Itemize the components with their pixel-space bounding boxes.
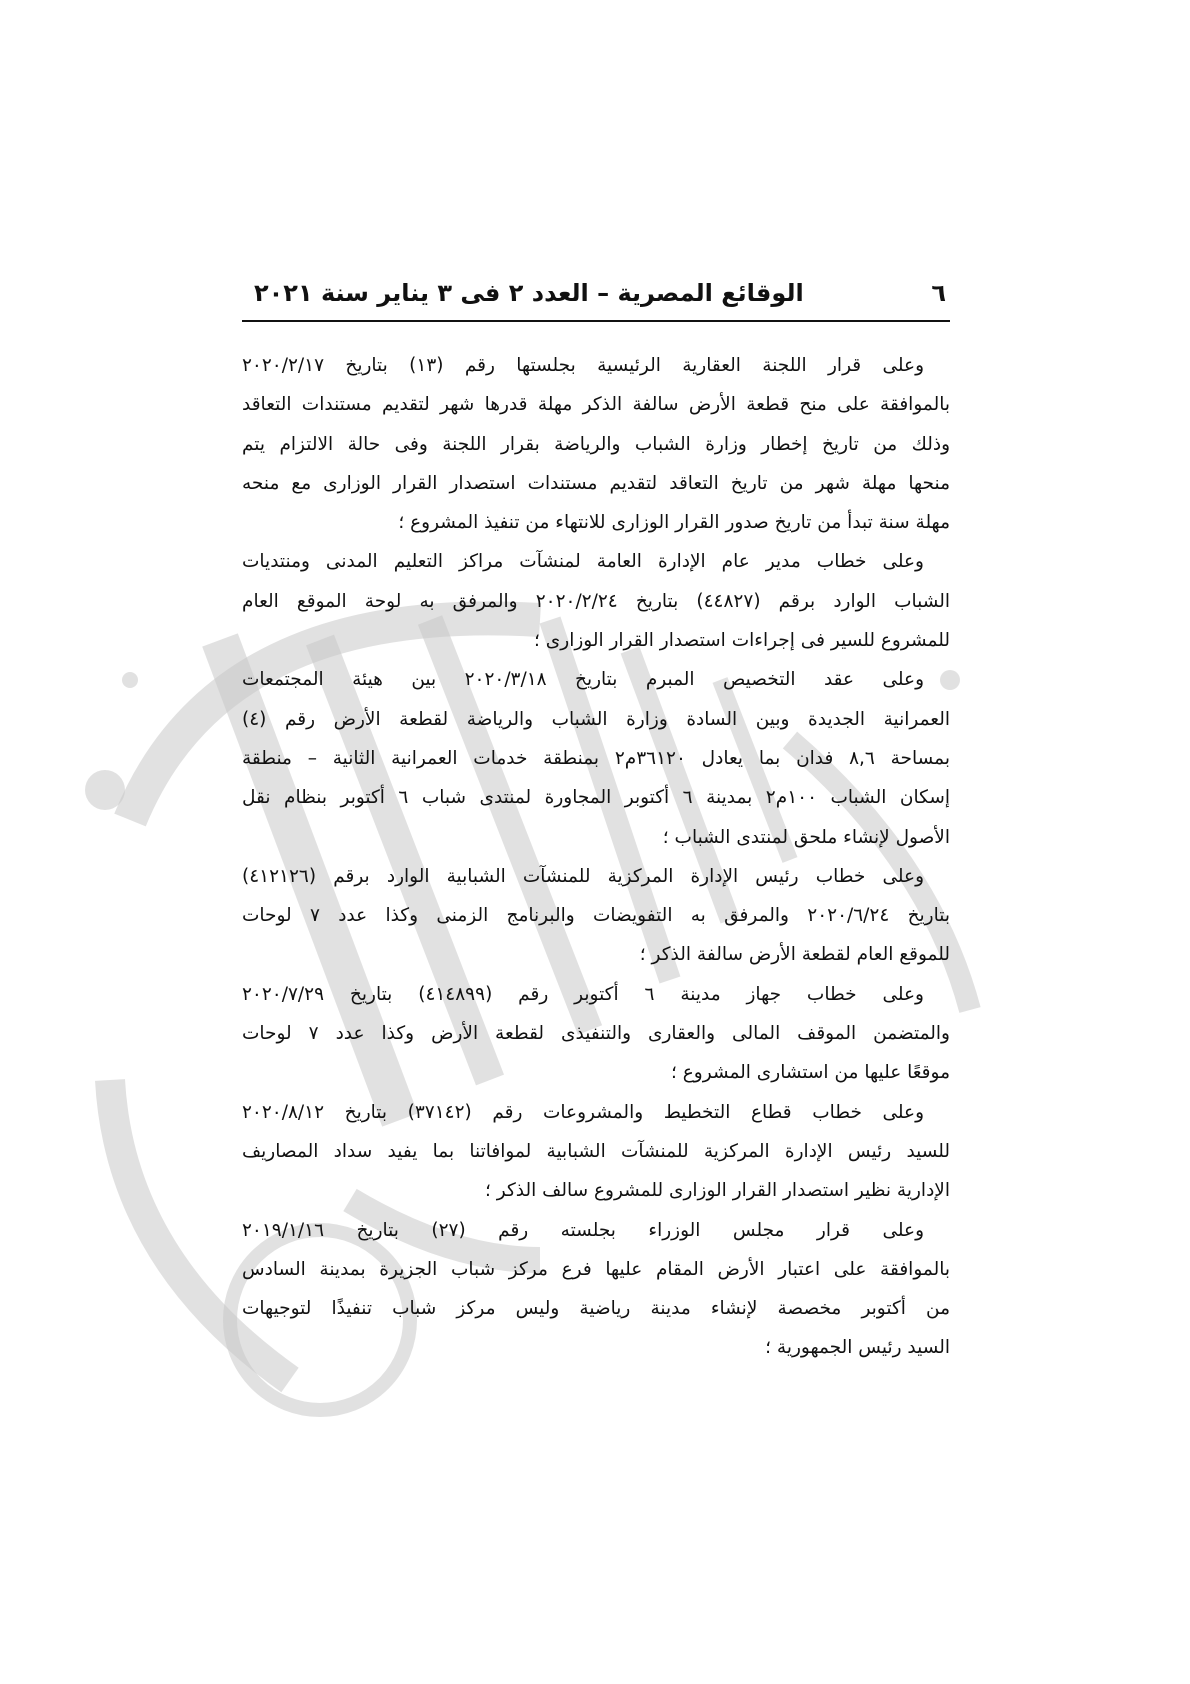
text-line: العمرانية الجديدة وبين السادة وزارة الشباب والرياضة لقطعة الأرض رقم (٤) <box>242 708 950 730</box>
paragraph-1 <box>242 346 950 542</box>
paragraph-6 <box>242 1093 950 1211</box>
text-line: وعلى خطاب مدير عام الإدارة العامة لمنشآت مراكز التعليم المدنى ومنتديات <box>242 551 924 573</box>
text-line: بمساحة ٨,٦ فدان بما يعادل ٣٦١٢٠م٢ بمنطقة خدمات العمرانية الثانية – منطقة <box>242 747 950 769</box>
text-line: وعلى قرار مجلس الوزراء بجلسته رقم (٢٧) بتاريخ ٢٠١٩/١/١٦ <box>242 1219 924 1241</box>
running-title: الوقائع المصرية – العدد ٢ فى ٣ يناير سنة ٢٠٢١ <box>254 279 804 307</box>
text-line: الأصول لإنشاء ملحق لمنتدى الشباب ؛ <box>662 826 950 848</box>
text-line: موقعًا عليها من استشارى المشروع ؛ <box>671 1062 950 1084</box>
text-line: بالموافقة على منح قطعة الأرض سالفة الذكر مهلة قدرها شهر لتقديم مستندات التعاقد <box>242 394 950 416</box>
text-line: الإدارية نظير استصدار القرار الوزارى للمشروع سالف الذكر ؛ <box>485 1180 950 1202</box>
text-line: وعلى قرار اللجنة العقارية الرئيسية بجلستها رقم (١٣) بتاريخ ٢٠٢٠/٢/١٧ <box>242 355 925 376</box>
text-line: وعلى خطاب قطاع التخطيط والمشروعات رقم (٣٧١٤٢) بتاريخ ٢٠٢٠/٨/١٢ <box>242 1101 924 1123</box>
text-line: الشباب الوارد برقم (٤٤٨٢٧) بتاريخ ٢٠٢٠/٢/٢٤ والمرفق به لوحة الموقع العام <box>242 590 950 612</box>
header-rule <box>242 320 950 322</box>
page-header <box>242 270 950 316</box>
paragraph-2 <box>242 542 950 660</box>
text-line: إسكان الشباب ١٠٠م٢ بمدينة ٦ أكتوبر المجاورة لمنتدى شباب ٦ أكتوبر بنظام نقل <box>242 787 950 809</box>
page-number: ٦ <box>931 279 946 307</box>
paragraph-4 <box>242 857 950 975</box>
text-line: بتاريخ ٢٠٢٠/٦/٢٤ والمرفق به التفويضات والبرنامج الزمنى وكذا عدد ٧ لوحات <box>242 905 950 927</box>
text-line: للموقع العام لقطعة الأرض سالفة الذكر ؛ <box>639 944 950 966</box>
text-line: منحها مهلة شهر من تاريخ التعاقد لتقديم مستندات استصدار القرار الوزارى مع منحه <box>242 472 950 494</box>
text-line: وذلك من تاريخ إخطار وزارة الشباب والرياضة بقرار اللجنة وفى حالة الالتزام يتم <box>242 433 950 455</box>
text-line: مهلة سنة تبدأ من تاريخ صدور القرار الوزارى للانتهاء من تنفيذ المشروع ؛ <box>398 512 950 534</box>
paragraph-5 <box>242 975 950 1093</box>
text-line: والمتضمن الموقف المالى والعقارى والتنفيذى لقطعة الأرض وكذا عدد ٧ لوحات <box>242 1023 950 1045</box>
text-line: وعلى عقد التخصيص المبرم بتاريخ ٢٠٢٠/٣/١٨ بين هيئة المجتمعات <box>242 669 925 691</box>
text-line: وعلى خطاب جهاز مدينة ٦ أكتوبر رقم (٤١٤٨٩٩) بتاريخ ٢٠٢٠/٧/٢٩ <box>242 983 924 1005</box>
text-line: وعلى خطاب رئيس الإدارة المركزية للمنشآت الشبابية الوارد برقم (٤١٢١٢٦) <box>242 865 924 887</box>
document-body <box>242 346 950 1368</box>
paragraph-3 <box>242 660 950 856</box>
text-line: بالموافقة على اعتبار الأرض المقام عليها فرع مركز شباب الجزيرة بمدينة السادس <box>242 1258 950 1280</box>
text-line: للسيد رئيس الإدارة المركزية للمنشآت الشبابية لموافاتنا بما يفيد سداد المصاريف <box>242 1140 950 1162</box>
paragraph-7 <box>242 1211 950 1368</box>
text-line: السيد رئيس الجمهورية ؛ <box>765 1337 950 1359</box>
text-line: من أكتوبر مخصصة لإنشاء مدينة رياضية وليس مركز شباب تنفيذًا لتوجيهات <box>242 1298 950 1320</box>
text-line: للمشروع للسير فى إجراءات استصدار القرار الوزارى ؛ <box>534 630 950 652</box>
